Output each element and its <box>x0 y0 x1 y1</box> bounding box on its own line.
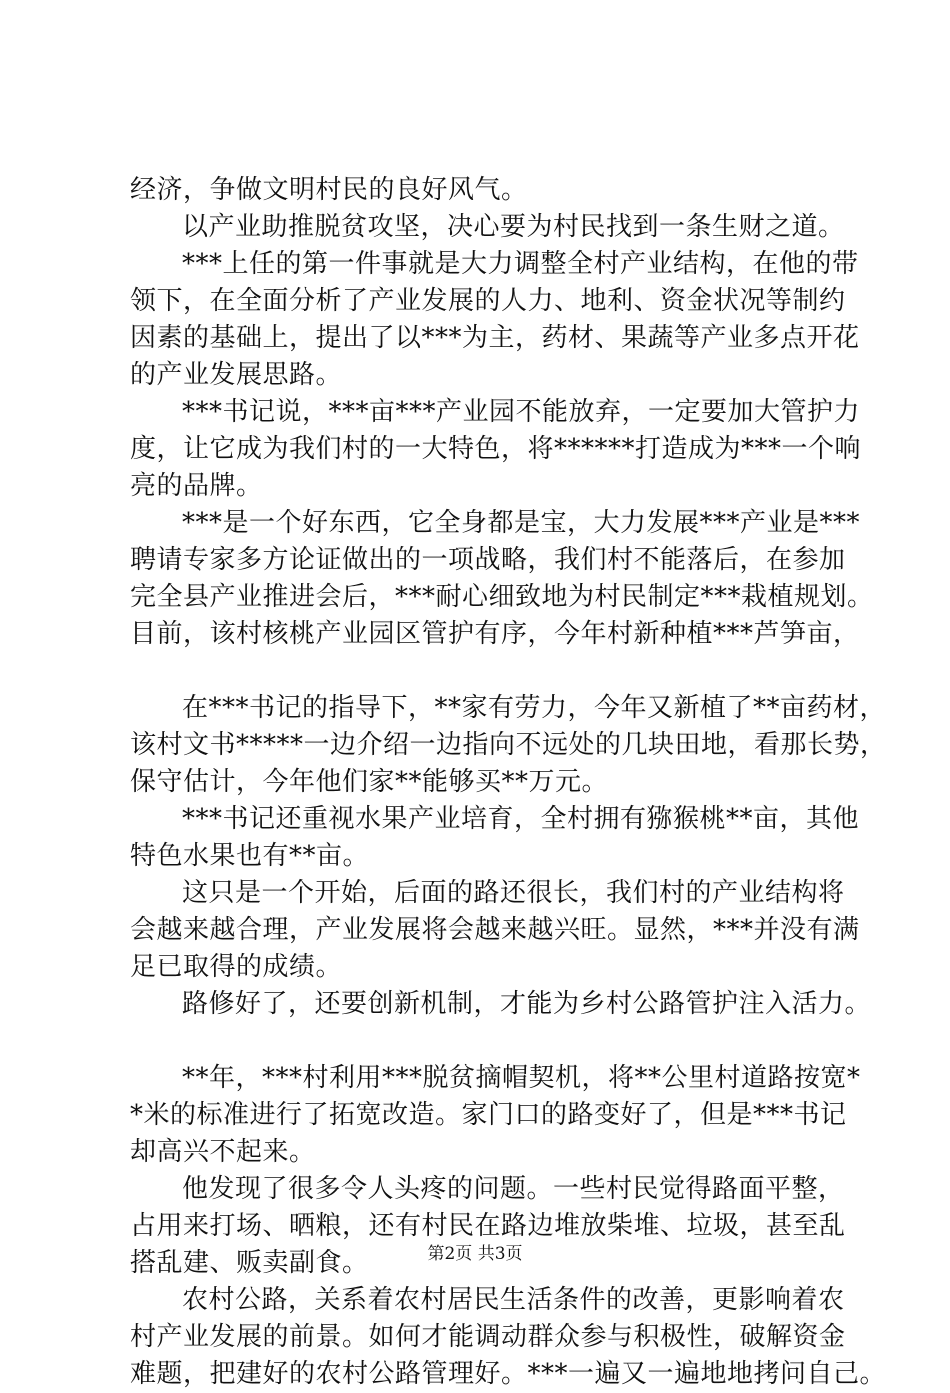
text-line: 足已取得的成绩。 <box>130 952 343 982</box>
text-line: ***书记说，***亩***产业园不能放弃，一定要加大管护力 <box>182 397 861 427</box>
text-line: 占用来打场、晒粮，还有村民在路边堆放柴堆、垃圾，甚至乱 <box>130 1211 846 1241</box>
document-body <box>130 172 887 1393</box>
text-line: 亮的品牌。 <box>130 471 263 501</box>
text-line: 目前，该村核桃产业园区管护有序，今年村新种植***芦笋亩， <box>130 619 860 649</box>
text-line: ***是一个好东西，它全身都是宝，大力发展***产业是*** <box>182 508 861 538</box>
text-line: 他发现了很多令人头疼的问题。一些村民觉得路面平整， <box>182 1174 845 1204</box>
page-footer: 第2页 共3页 <box>427 1244 523 1264</box>
text-line: 的产业发展思路。 <box>130 360 343 390</box>
text-line: 村产业发展的前景。如何才能调动群众参与积极性，破解资金 <box>130 1322 846 1352</box>
text-line: 完全县产业推进会后，***耐心细致地为村民制定***栽植规划。 <box>130 582 874 612</box>
text-line: 以产业助推脱贫攻坚，决心要为村民找到一条生财之道。 <box>182 212 845 242</box>
text-line: 这只是一个开始，后面的路还很长，我们村的产业结构将 <box>182 878 845 908</box>
text-line: 聘请专家多方论证做出的一项战略，我们村不能落后，在参加 <box>130 545 846 575</box>
text-line: ***书记还重视水果产业培育，全村拥有猕猴桃**亩，其他 <box>182 804 860 834</box>
text-line: 特色水果也有**亩。 <box>130 841 370 871</box>
text-line: 经济，争做文明村民的良好风气。 <box>130 175 528 205</box>
text-line: 领下，在全面分析了产业发展的人力、地利、资金状况等制约 <box>130 286 846 316</box>
text-line: 路修好了，还要创新机制，才能为乡村公路管护注入活力。 <box>182 989 872 1019</box>
text-line: 度，让它成为我们村的一大特色，将******打造成为***一个响 <box>130 434 862 464</box>
text-line: 搭乱建、贩卖副食。 <box>130 1248 369 1278</box>
text-line: 难题，把建好的农村公路管理好。***一遍又一遍地地拷问自己。 <box>130 1359 887 1389</box>
text-line: 会越来越合理，产业发展将会越来越兴旺。显然，***并没有满 <box>130 915 860 945</box>
text-line: 农村公路，关系着农村居民生活条件的改善，更影响着农 <box>182 1285 845 1315</box>
text-line: 保守估计，今年他们家**能够买**万元。 <box>130 767 609 797</box>
text-line: **年，***村利用***脱贫摘帽契机，将**公里村道路按宽* <box>182 1063 861 1093</box>
text-line: ***上任的第一件事就是大力调整全村产业结构，在他的带 <box>182 249 859 279</box>
blank-line <box>130 653 850 690</box>
text-line: 却高兴不起来。 <box>130 1137 316 1167</box>
blank-line <box>130 1023 850 1060</box>
text-line: 因素的基础上，提出了以***为主，药材、果蔬等产业多点开花 <box>130 323 860 353</box>
text-line: *米的标准进行了拓宽改造。家门口的路变好了，但是***书记 <box>130 1100 847 1130</box>
text-line: 该村文书*****一边介绍一边指向不远处的几块田地，看那长势， <box>130 730 887 760</box>
text-line: 在***书记的指导下，**家有劳力，今年又新植了**亩药材， <box>182 693 887 723</box>
